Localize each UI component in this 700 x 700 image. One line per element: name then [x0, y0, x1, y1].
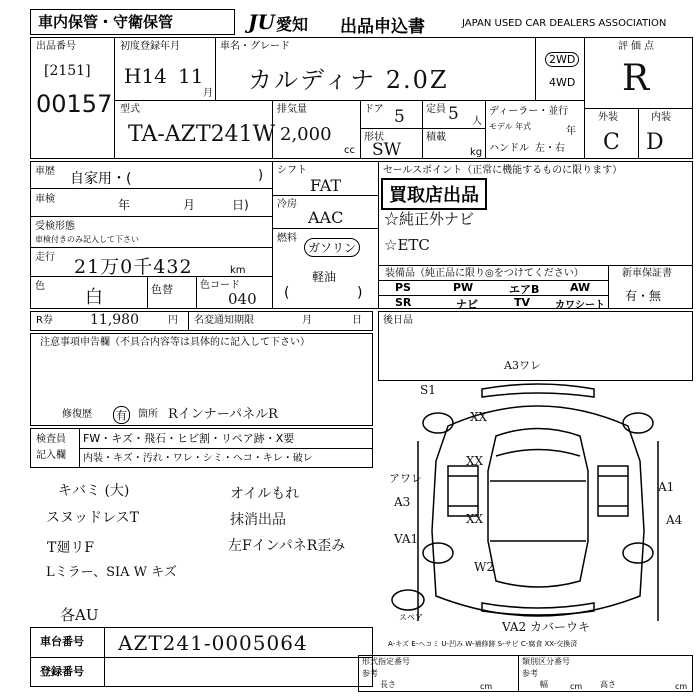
diag-label-va2: VA2 カバーウキ [502, 620, 590, 634]
inspection-day: 日) [232, 198, 249, 212]
shape-label: 形状 [364, 132, 384, 143]
reg-number-label: 登録番号 [40, 665, 84, 678]
inspection-label: 車検 [35, 194, 55, 205]
chassis-value: AZT241-0005064 [118, 631, 308, 655]
reg-year: H14 [124, 64, 167, 88]
diag-label-a4: A4 [666, 513, 683, 527]
dealer-label: ディーラー・並行 [489, 106, 569, 117]
note-line2: スヌッドレスT [46, 510, 139, 526]
doors-label: ドア [364, 104, 384, 115]
repair-label: 修復歴 [62, 409, 92, 420]
car-diagram [378, 381, 693, 651]
note-right3: 左FインパネR歪み [228, 538, 346, 554]
name-change-label: 名変通知期限 [194, 315, 254, 326]
reg-month-unit: 月 [203, 88, 213, 99]
rating-value: R [622, 58, 650, 99]
equip-airbag: エアB [509, 283, 540, 296]
reg-label: 初度登録年月 [120, 41, 180, 52]
recycle-yen: 円 [168, 315, 178, 326]
inspection-month: 月 [183, 198, 196, 212]
sales-point-label: セールスポイント（正常に機能するものに限ります） [383, 165, 623, 176]
equipment-label: 装備品（純正品に限り◎をつけてください） [385, 268, 584, 279]
accept-note: 車検付きのみ記入して下さい [35, 235, 139, 244]
fuel-label: 燃料 [277, 233, 297, 244]
mileage-value: 21万0千432 [74, 256, 193, 278]
note-line4: Lミラー、SIA W キズ [46, 565, 177, 580]
displacement-value: 2,000 [280, 124, 332, 145]
cm-unit-2: cm [570, 682, 583, 691]
cm-unit-3: cm [675, 682, 688, 691]
carname-label: 車名・グレード [220, 41, 290, 52]
ref-label-1: 参考 [362, 669, 378, 678]
height-label: 高さ [600, 680, 616, 689]
warranty-label: 新車保証書 [622, 268, 672, 279]
note-line5: 各AU [60, 606, 99, 624]
rating-label: 評価点 [618, 41, 657, 52]
diag-label-aware: アワレ [389, 472, 422, 485]
color-code-value: 040 [228, 290, 257, 308]
form-number-label: 形式指定番号 [362, 657, 410, 666]
model-label: 型式 [120, 104, 140, 115]
drive-2wd: 2WD [545, 52, 579, 67]
diag-label-a1: A1 [658, 480, 675, 494]
length-label: 長さ [380, 680, 396, 689]
diag-label-xx2: XX [466, 454, 484, 468]
note-line1: キバミ (大) [58, 483, 130, 499]
equip-sr: SR [395, 296, 412, 309]
carname-value: カルディナ 2.0Z [248, 66, 449, 94]
load-label: 積載 [426, 132, 446, 143]
sales-line1: ☆純正外ナビ [384, 210, 475, 228]
ref-label-2: 参考 [522, 669, 538, 678]
reg-month: 11 [178, 64, 204, 88]
rear-seat-label: 後日品 [383, 315, 413, 326]
header-title: 車内保管・守衛保管 [38, 13, 174, 31]
diag-label-a3ware: A3ワレ [504, 359, 541, 372]
model-year-label: モデル 年式 [489, 122, 532, 131]
diag-label-spare: スペア [399, 613, 423, 622]
recycle-label: R券 [36, 315, 53, 326]
equip-ps: PS [395, 281, 411, 294]
model-value: TA-AZT241W [128, 122, 276, 147]
ac-value: AAC [308, 208, 344, 227]
note-right2: 抹消出品 [230, 512, 286, 528]
fuel-paren-r: ) [357, 285, 363, 301]
brand-text: 愛知 [276, 15, 309, 34]
diag-label-w2: W2 [474, 560, 494, 574]
color-code-label: 色コード [200, 280, 240, 291]
exterior-value: C [603, 130, 620, 155]
history-paren-close: ) [258, 168, 264, 183]
notes-label: 注意事項申告欄（不具合内容等は具体的に記入して下さい） [40, 337, 310, 348]
shift-value: FAT [310, 176, 342, 195]
width-label: 幅 [540, 680, 548, 689]
km-unit: km [230, 265, 246, 276]
fuel-diesel: 軽油 [312, 270, 337, 284]
note-line3: T廻リF [47, 540, 95, 556]
shape-value: SW [372, 140, 402, 160]
lot-number: 00157 [36, 90, 113, 118]
handle-label: ハンドル [489, 143, 529, 154]
sales-stamp: 買取店出品 [381, 178, 487, 210]
diag-label-a3: A3 [394, 495, 411, 509]
ac-label: 冷房 [277, 199, 297, 210]
equip-pw: PW [453, 281, 474, 294]
equip-seat: カワシート [555, 300, 605, 311]
form-title: 出品申込書 [340, 17, 425, 37]
color-value: 白 [85, 287, 103, 308]
diag-label-s1: S1 [420, 383, 436, 397]
repair-loc-label: 箇所 [138, 409, 158, 420]
inspector-row2: 内装・キズ・汚れ・ワレ・シミ・ヘコ・キレ・破レ [83, 453, 313, 464]
diag-label-va1: VA1 [394, 532, 419, 546]
inspector-label1: 検査員 [36, 434, 66, 445]
inspector-row1: FW・キズ・飛石・ヒビ割・リペア跡・X要 [83, 432, 295, 445]
equip-tv: TV [514, 296, 531, 309]
repair-value: 有 [113, 406, 130, 424]
diag-legend: A-キズ E-ヘコミ U-凹み W-補修跡 S-サビ C-腐食 XX-交換済 [388, 640, 578, 648]
warranty-value: 有・無 [625, 289, 662, 303]
color-label: 色 [35, 281, 45, 292]
repair-loc-value: RインナーパネルR [168, 407, 278, 422]
lot-label: 出品番号 [36, 41, 76, 52]
equip-aw: AW [570, 281, 591, 294]
name-change-day: 日 [352, 315, 362, 326]
lot-bracket: [2151] [44, 63, 91, 79]
displacement-label: 排気量 [277, 104, 307, 115]
exterior-label: 外装 [598, 112, 618, 123]
class-number-label: 類別区分番号 [522, 657, 570, 666]
interior-label: 内装 [651, 112, 671, 123]
mileage-label: 走行 [35, 252, 55, 263]
cc-unit: cc [344, 145, 355, 156]
fuel-paren-l: ( [284, 285, 290, 301]
shift-label: シフト [277, 165, 307, 176]
handle-value: 左・右 [535, 143, 565, 154]
diag-label-xx1: XX [470, 410, 488, 424]
sales-line2: ☆ETC [384, 236, 430, 254]
diag-label-xx3: XX [466, 512, 484, 526]
fuel-gas: ガソリン [304, 238, 360, 257]
chassis-label: 車台番号 [40, 635, 84, 648]
capacity-label: 定員 [426, 104, 446, 115]
equip-navi: ナビ [456, 298, 478, 311]
doors-value: 5 [394, 107, 405, 127]
drive-4wd: 4WD [549, 76, 576, 89]
note-right1: オイルもれ [230, 486, 300, 502]
kg-unit: kg [470, 147, 483, 158]
recycle-value: 11,980 [90, 312, 139, 328]
history-value: 自家用・( [70, 171, 132, 187]
capacity-unit: 人 [472, 116, 482, 127]
color-change-label: 色替 [151, 283, 173, 296]
inspector-label2: 記入欄 [36, 450, 66, 461]
ju-logo: JU [248, 10, 275, 34]
name-change-month: 月 [302, 315, 312, 326]
accept-label: 受検形態 [35, 221, 75, 232]
cm-unit-1: cm [480, 682, 493, 691]
history-label: 車歴 [35, 166, 55, 177]
association-text: JAPAN USED CAR DEALERS ASSOCIATION [462, 18, 667, 29]
model-year-unit: 年 [566, 126, 576, 137]
inspection-year: 年 [118, 198, 131, 212]
capacity-value: 5 [448, 104, 459, 124]
interior-value: D [646, 130, 664, 155]
